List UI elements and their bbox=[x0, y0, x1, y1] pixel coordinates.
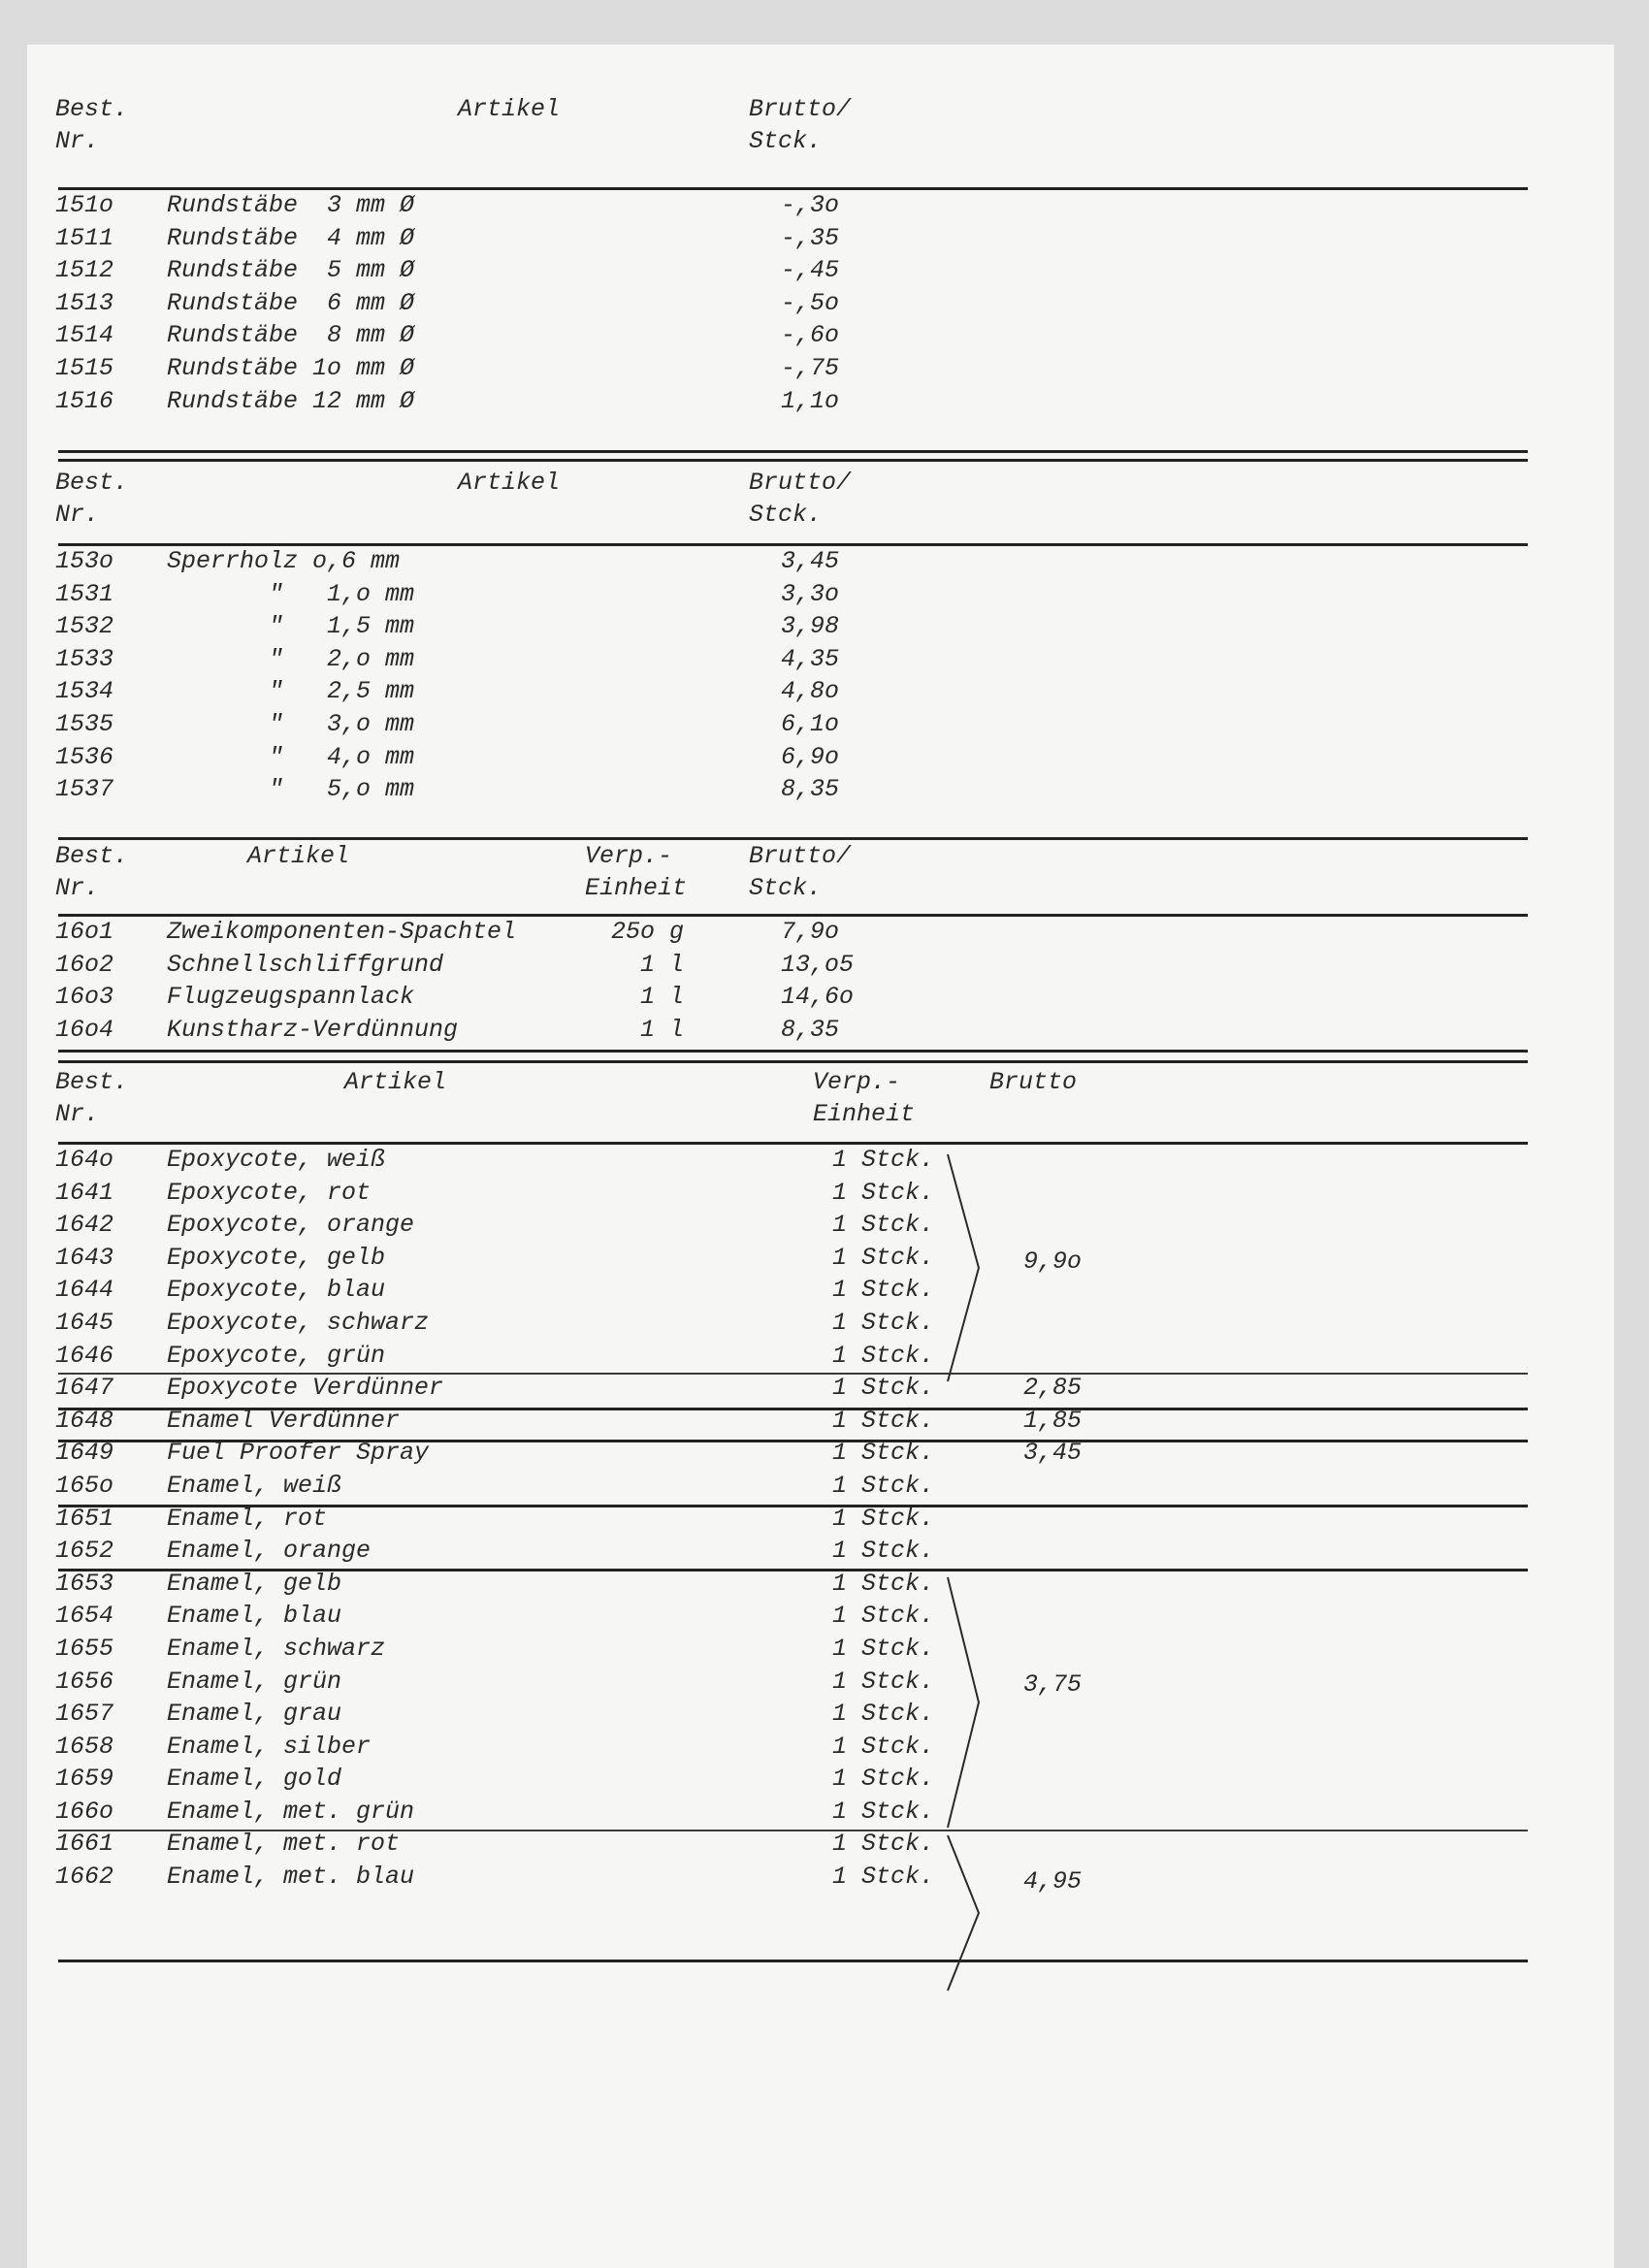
row-nr: 16o2 bbox=[55, 950, 114, 979]
row-artikel: Enamel, gold bbox=[167, 1765, 342, 1794]
row-artikel: " 3,o mm bbox=[167, 709, 415, 738]
section-lacke bbox=[0, 918, 1649, 1048]
row-brutto: 3,45 bbox=[781, 547, 840, 575]
section-rundstaebe bbox=[0, 191, 1649, 419]
row-artikel: " 1,5 mm bbox=[167, 612, 415, 641]
table-row bbox=[0, 710, 1649, 743]
row-artikel: Enamel, rot bbox=[167, 1504, 328, 1533]
row-artikel: Enamel, blau bbox=[167, 1602, 342, 1631]
table-row bbox=[0, 743, 1649, 776]
row-verp: 1 Stck. bbox=[832, 1765, 935, 1794]
row-artikel: Enamel, schwarz bbox=[167, 1634, 386, 1663]
row-verp: 1 Stck. bbox=[832, 1471, 935, 1500]
row-nr: 1659 bbox=[55, 1765, 114, 1794]
divider bbox=[58, 1569, 1528, 1571]
col-stck: Stck. bbox=[749, 874, 823, 902]
row-nr: 164o bbox=[55, 1146, 114, 1174]
row-nr: 1643 bbox=[55, 1243, 114, 1272]
row-brutto: 6,1o bbox=[781, 709, 840, 738]
row-artikel: Rundstäbe 6 mm Ø bbox=[167, 288, 415, 317]
row-verp: 1 Stck. bbox=[832, 1830, 935, 1859]
row-nr: 1647 bbox=[55, 1374, 114, 1403]
col-brutto: Brutto/ bbox=[749, 95, 852, 123]
row-brutto: 1,1o bbox=[781, 386, 840, 415]
divider bbox=[58, 1060, 1528, 1063]
row-brutto: 13,o5 bbox=[781, 950, 855, 979]
row-artikel: " 2,o mm bbox=[167, 644, 415, 673]
row-verp: 1 l bbox=[639, 1015, 684, 1044]
row-nr: 151o bbox=[55, 191, 114, 219]
row-verp: 1 Stck. bbox=[832, 1634, 935, 1663]
row-verp: 25o g bbox=[610, 918, 684, 946]
table-row bbox=[0, 1276, 1649, 1309]
col-artikel: Artikel bbox=[344, 1068, 447, 1096]
divider bbox=[58, 1142, 1528, 1145]
col-nr: Nr. bbox=[55, 501, 100, 529]
col-verp: Verp.- bbox=[813, 1068, 901, 1096]
row-nr: 16o1 bbox=[55, 918, 114, 946]
col-artikel: Artikel bbox=[458, 469, 561, 497]
row-nr: 1656 bbox=[55, 1667, 114, 1696]
row-artikel: Rundstäbe 5 mm Ø bbox=[167, 256, 415, 285]
row-artikel: Enamel, grau bbox=[167, 1700, 342, 1729]
row-brutto: 3,98 bbox=[781, 612, 840, 641]
divider bbox=[58, 1440, 1528, 1442]
col-nr: Nr. bbox=[55, 127, 100, 155]
table-row bbox=[0, 256, 1649, 289]
row-nr: 1653 bbox=[55, 1569, 114, 1598]
table-row bbox=[0, 1700, 1649, 1733]
row-nr: 1648 bbox=[55, 1406, 114, 1435]
row-artikel: Enamel, orange bbox=[167, 1537, 372, 1566]
table-row bbox=[0, 951, 1649, 984]
row-verp: 1 Stck. bbox=[832, 1211, 935, 1240]
row-artikel: Enamel Verdünner bbox=[167, 1406, 401, 1435]
table-row bbox=[0, 1211, 1649, 1244]
row-verp: 1 Stck. bbox=[832, 1146, 935, 1174]
table-row bbox=[0, 983, 1649, 1016]
row-brutto: -,3o bbox=[781, 191, 840, 219]
row-brutto: -,45 bbox=[781, 256, 840, 285]
row-artikel: Epoxycote Verdünner bbox=[167, 1374, 444, 1403]
table-row bbox=[0, 1602, 1649, 1635]
row-artikel: " 4,o mm bbox=[167, 742, 415, 771]
row-verp: 1 Stck. bbox=[832, 1667, 935, 1696]
row-verp: 1 l bbox=[639, 983, 684, 1012]
row-artikel: Enamel, weiß bbox=[167, 1471, 342, 1500]
row-verp: 1 Stck. bbox=[832, 1602, 935, 1631]
table-row bbox=[0, 1146, 1649, 1179]
divider bbox=[58, 459, 1528, 462]
row-nr: 1644 bbox=[55, 1276, 114, 1305]
section-sperrholz bbox=[0, 547, 1649, 808]
table-row bbox=[0, 1830, 1649, 1863]
row-brutto: 8,35 bbox=[781, 1015, 840, 1044]
row-brutto: 4,35 bbox=[781, 644, 840, 673]
row-artikel: Rundstäbe 12 mm Ø bbox=[167, 386, 415, 415]
row-artikel: Fuel Proofer Spray bbox=[167, 1439, 430, 1468]
table-row bbox=[0, 612, 1649, 645]
row-nr: 16o3 bbox=[55, 983, 114, 1012]
divider bbox=[58, 1830, 1528, 1831]
table-row bbox=[0, 547, 1649, 580]
table-row bbox=[0, 289, 1649, 322]
divider bbox=[58, 837, 1528, 840]
row-nr: 1512 bbox=[55, 256, 114, 285]
table-row bbox=[0, 191, 1649, 224]
row-verp: 1 Stck. bbox=[832, 1439, 935, 1468]
col-best: Best. bbox=[55, 842, 129, 870]
row-artikel: Enamel, met. blau bbox=[167, 1863, 415, 1892]
col-stck: Stck. bbox=[749, 127, 823, 155]
divider bbox=[58, 1505, 1528, 1507]
divider bbox=[58, 1408, 1528, 1410]
brace-epoxycote bbox=[946, 1154, 985, 1389]
table-row bbox=[0, 1505, 1649, 1538]
row-nr: 1514 bbox=[55, 321, 114, 350]
row-artikel: " 1,o mm bbox=[167, 579, 415, 608]
table-row bbox=[0, 321, 1649, 354]
row-artikel: Rundstäbe 8 mm Ø bbox=[167, 321, 415, 350]
row-artikel: Epoxycote, rot bbox=[167, 1178, 372, 1207]
row-nr: 1515 bbox=[55, 353, 114, 382]
col-verp: Verp.- bbox=[585, 842, 673, 870]
row-verp: 1 Stck. bbox=[832, 1569, 935, 1598]
table-row bbox=[0, 1668, 1649, 1701]
row-nr: 1641 bbox=[55, 1178, 114, 1207]
table-row bbox=[0, 677, 1649, 710]
row-brutto: -,35 bbox=[781, 223, 840, 252]
row-nr: 1657 bbox=[55, 1700, 114, 1729]
col-einheit: Einheit bbox=[585, 874, 688, 902]
divider bbox=[58, 1373, 1528, 1375]
price-enamel-1658-1662: 4,95 bbox=[1023, 1867, 1083, 1895]
table-row bbox=[0, 1733, 1649, 1766]
row-nr: 1658 bbox=[55, 1732, 114, 1761]
row-artikel: Rundstäbe 3 mm Ø bbox=[167, 191, 415, 219]
row-brutto: -,75 bbox=[781, 353, 840, 382]
divider bbox=[58, 914, 1528, 917]
row-verp: 1 Stck. bbox=[832, 1863, 935, 1892]
row-verp: 1 Stck. bbox=[832, 1732, 935, 1761]
row-nr: 1535 bbox=[55, 709, 114, 738]
row-verp: 1 Stck. bbox=[832, 1504, 935, 1533]
row-brutto: 1,85 bbox=[1023, 1406, 1083, 1435]
table-row bbox=[0, 1374, 1649, 1407]
col-artikel: Artikel bbox=[247, 842, 350, 870]
row-artikel: Kunstharz-Verdünnung bbox=[167, 1015, 459, 1044]
row-verp: 1 Stck. bbox=[832, 1797, 935, 1826]
row-verp: 1 Stck. bbox=[832, 1341, 935, 1370]
price-epoxycote: 9,9o bbox=[1023, 1247, 1083, 1276]
brace-enamel-2 bbox=[946, 1835, 985, 1998]
row-artikel: " 2,5 mm bbox=[167, 677, 415, 706]
row-verp: 1 Stck. bbox=[832, 1537, 935, 1566]
divider bbox=[58, 1050, 1528, 1053]
table-row bbox=[0, 645, 1649, 678]
table-row bbox=[0, 1244, 1649, 1277]
row-nr: 1531 bbox=[55, 579, 114, 608]
table-row bbox=[0, 1472, 1649, 1505]
row-artikel: Epoxycote, gelb bbox=[167, 1243, 386, 1272]
row-nr: 1651 bbox=[55, 1504, 114, 1533]
row-artikel: Epoxycote, grün bbox=[167, 1341, 386, 1370]
row-artikel: " 5,o mm bbox=[167, 775, 415, 804]
row-artikel: Epoxycote, blau bbox=[167, 1276, 386, 1305]
row-brutto: 2,85 bbox=[1023, 1374, 1083, 1403]
row-brutto: 7,9o bbox=[781, 918, 840, 946]
row-nr: 1661 bbox=[55, 1830, 114, 1859]
col-einheit: Einheit bbox=[813, 1100, 916, 1128]
row-nr: 1533 bbox=[55, 644, 114, 673]
table-row bbox=[0, 1570, 1649, 1603]
row-artikel: Flugzeugspannlack bbox=[167, 983, 415, 1012]
brace-enamel-1 bbox=[946, 1577, 985, 1835]
row-nr: 1662 bbox=[55, 1863, 114, 1892]
row-artikel: Enamel, grün bbox=[167, 1667, 342, 1696]
row-nr: 1513 bbox=[55, 288, 114, 317]
row-nr: 1655 bbox=[55, 1634, 114, 1663]
row-nr: 1537 bbox=[55, 775, 114, 804]
row-brutto: 8,35 bbox=[781, 775, 840, 804]
divider bbox=[58, 187, 1528, 190]
table-row bbox=[0, 1635, 1649, 1668]
row-nr: 165o bbox=[55, 1471, 114, 1500]
table-row bbox=[0, 580, 1649, 613]
col-best: Best. bbox=[55, 469, 129, 497]
table-row bbox=[0, 354, 1649, 387]
col-nr: Nr. bbox=[55, 874, 100, 902]
row-nr: 16o4 bbox=[55, 1015, 114, 1044]
row-nr: 166o bbox=[55, 1797, 114, 1826]
table-row bbox=[0, 1863, 1649, 1895]
table-row bbox=[0, 1342, 1649, 1375]
row-verp: 1 Stck. bbox=[832, 1700, 935, 1729]
table-row bbox=[0, 918, 1649, 951]
row-artikel: Enamel, met. rot bbox=[167, 1830, 401, 1859]
table-row bbox=[0, 1798, 1649, 1831]
section-farben bbox=[0, 1146, 1649, 1895]
col-best: Best. bbox=[55, 1068, 129, 1096]
row-artikel: Epoxycote, orange bbox=[167, 1211, 415, 1240]
col-nr: Nr. bbox=[55, 1100, 100, 1128]
row-nr: 1649 bbox=[55, 1439, 114, 1468]
col-brutto: Brutto/ bbox=[749, 469, 852, 497]
row-brutto: 4,8o bbox=[781, 677, 840, 706]
row-nr: 1534 bbox=[55, 677, 114, 706]
row-nr: 1645 bbox=[55, 1308, 114, 1337]
row-artikel: Epoxycote, weiß bbox=[167, 1146, 386, 1174]
row-artikel: Enamel, silber bbox=[167, 1732, 372, 1761]
table-row bbox=[0, 775, 1649, 808]
table-row bbox=[0, 1309, 1649, 1342]
table-row bbox=[0, 224, 1649, 257]
row-artikel: Enamel, met. grün bbox=[167, 1797, 415, 1826]
row-brutto: 14,6o bbox=[781, 983, 855, 1012]
row-verp: 1 Stck. bbox=[832, 1276, 935, 1305]
row-artikel: Rundstäbe 1o mm Ø bbox=[167, 353, 415, 382]
table-row bbox=[0, 1179, 1649, 1212]
row-verp: 1 Stck. bbox=[832, 1374, 935, 1403]
row-verp: 1 Stck. bbox=[832, 1243, 935, 1272]
row-brutto: -,6o bbox=[781, 321, 840, 350]
row-nr: 1654 bbox=[55, 1602, 114, 1631]
row-verp: 1 Stck. bbox=[832, 1178, 935, 1207]
divider bbox=[58, 543, 1528, 546]
row-brutto: -,5o bbox=[781, 288, 840, 317]
row-nr: 1536 bbox=[55, 742, 114, 771]
row-nr: 153o bbox=[55, 547, 114, 575]
row-verp: 1 Stck. bbox=[832, 1406, 935, 1435]
row-nr: 1652 bbox=[55, 1537, 114, 1566]
table-row bbox=[0, 1439, 1649, 1472]
col-brutto: Brutto bbox=[989, 1068, 1078, 1096]
row-verp: 1 l bbox=[639, 950, 684, 979]
table-row bbox=[0, 1016, 1649, 1049]
row-artikel: Epoxycote, schwarz bbox=[167, 1308, 430, 1337]
col-best: Best. bbox=[55, 95, 129, 123]
col-brutto: Brutto/ bbox=[749, 842, 852, 870]
row-verp: 1 Stck. bbox=[832, 1308, 935, 1337]
price-enamel-1650-1657: 3,75 bbox=[1023, 1670, 1083, 1699]
divider bbox=[58, 450, 1528, 453]
table-row bbox=[0, 1407, 1649, 1440]
row-artikel: Enamel, gelb bbox=[167, 1569, 342, 1598]
row-brutto: 3,3o bbox=[781, 579, 840, 608]
table-row bbox=[0, 1537, 1649, 1570]
row-nr: 1532 bbox=[55, 612, 114, 641]
row-nr: 1642 bbox=[55, 1211, 114, 1240]
divider bbox=[58, 1960, 1528, 1962]
row-artikel: Schnellschliffgrund bbox=[167, 950, 444, 979]
table-row bbox=[0, 387, 1649, 420]
table-row bbox=[0, 1765, 1649, 1798]
row-nr: 1516 bbox=[55, 386, 114, 415]
col-artikel: Artikel bbox=[458, 95, 561, 123]
row-brutto: 6,9o bbox=[781, 742, 840, 771]
row-artikel: Sperrholz o,6 mm bbox=[167, 547, 401, 575]
col-stck: Stck. bbox=[749, 501, 823, 529]
row-nr: 1511 bbox=[55, 223, 114, 252]
row-brutto: 3,45 bbox=[1023, 1439, 1083, 1468]
row-nr: 1646 bbox=[55, 1341, 114, 1370]
row-artikel: Rundstäbe 4 mm Ø bbox=[167, 223, 415, 252]
row-artikel: Zweikomponenten-Spachtel bbox=[167, 918, 517, 946]
